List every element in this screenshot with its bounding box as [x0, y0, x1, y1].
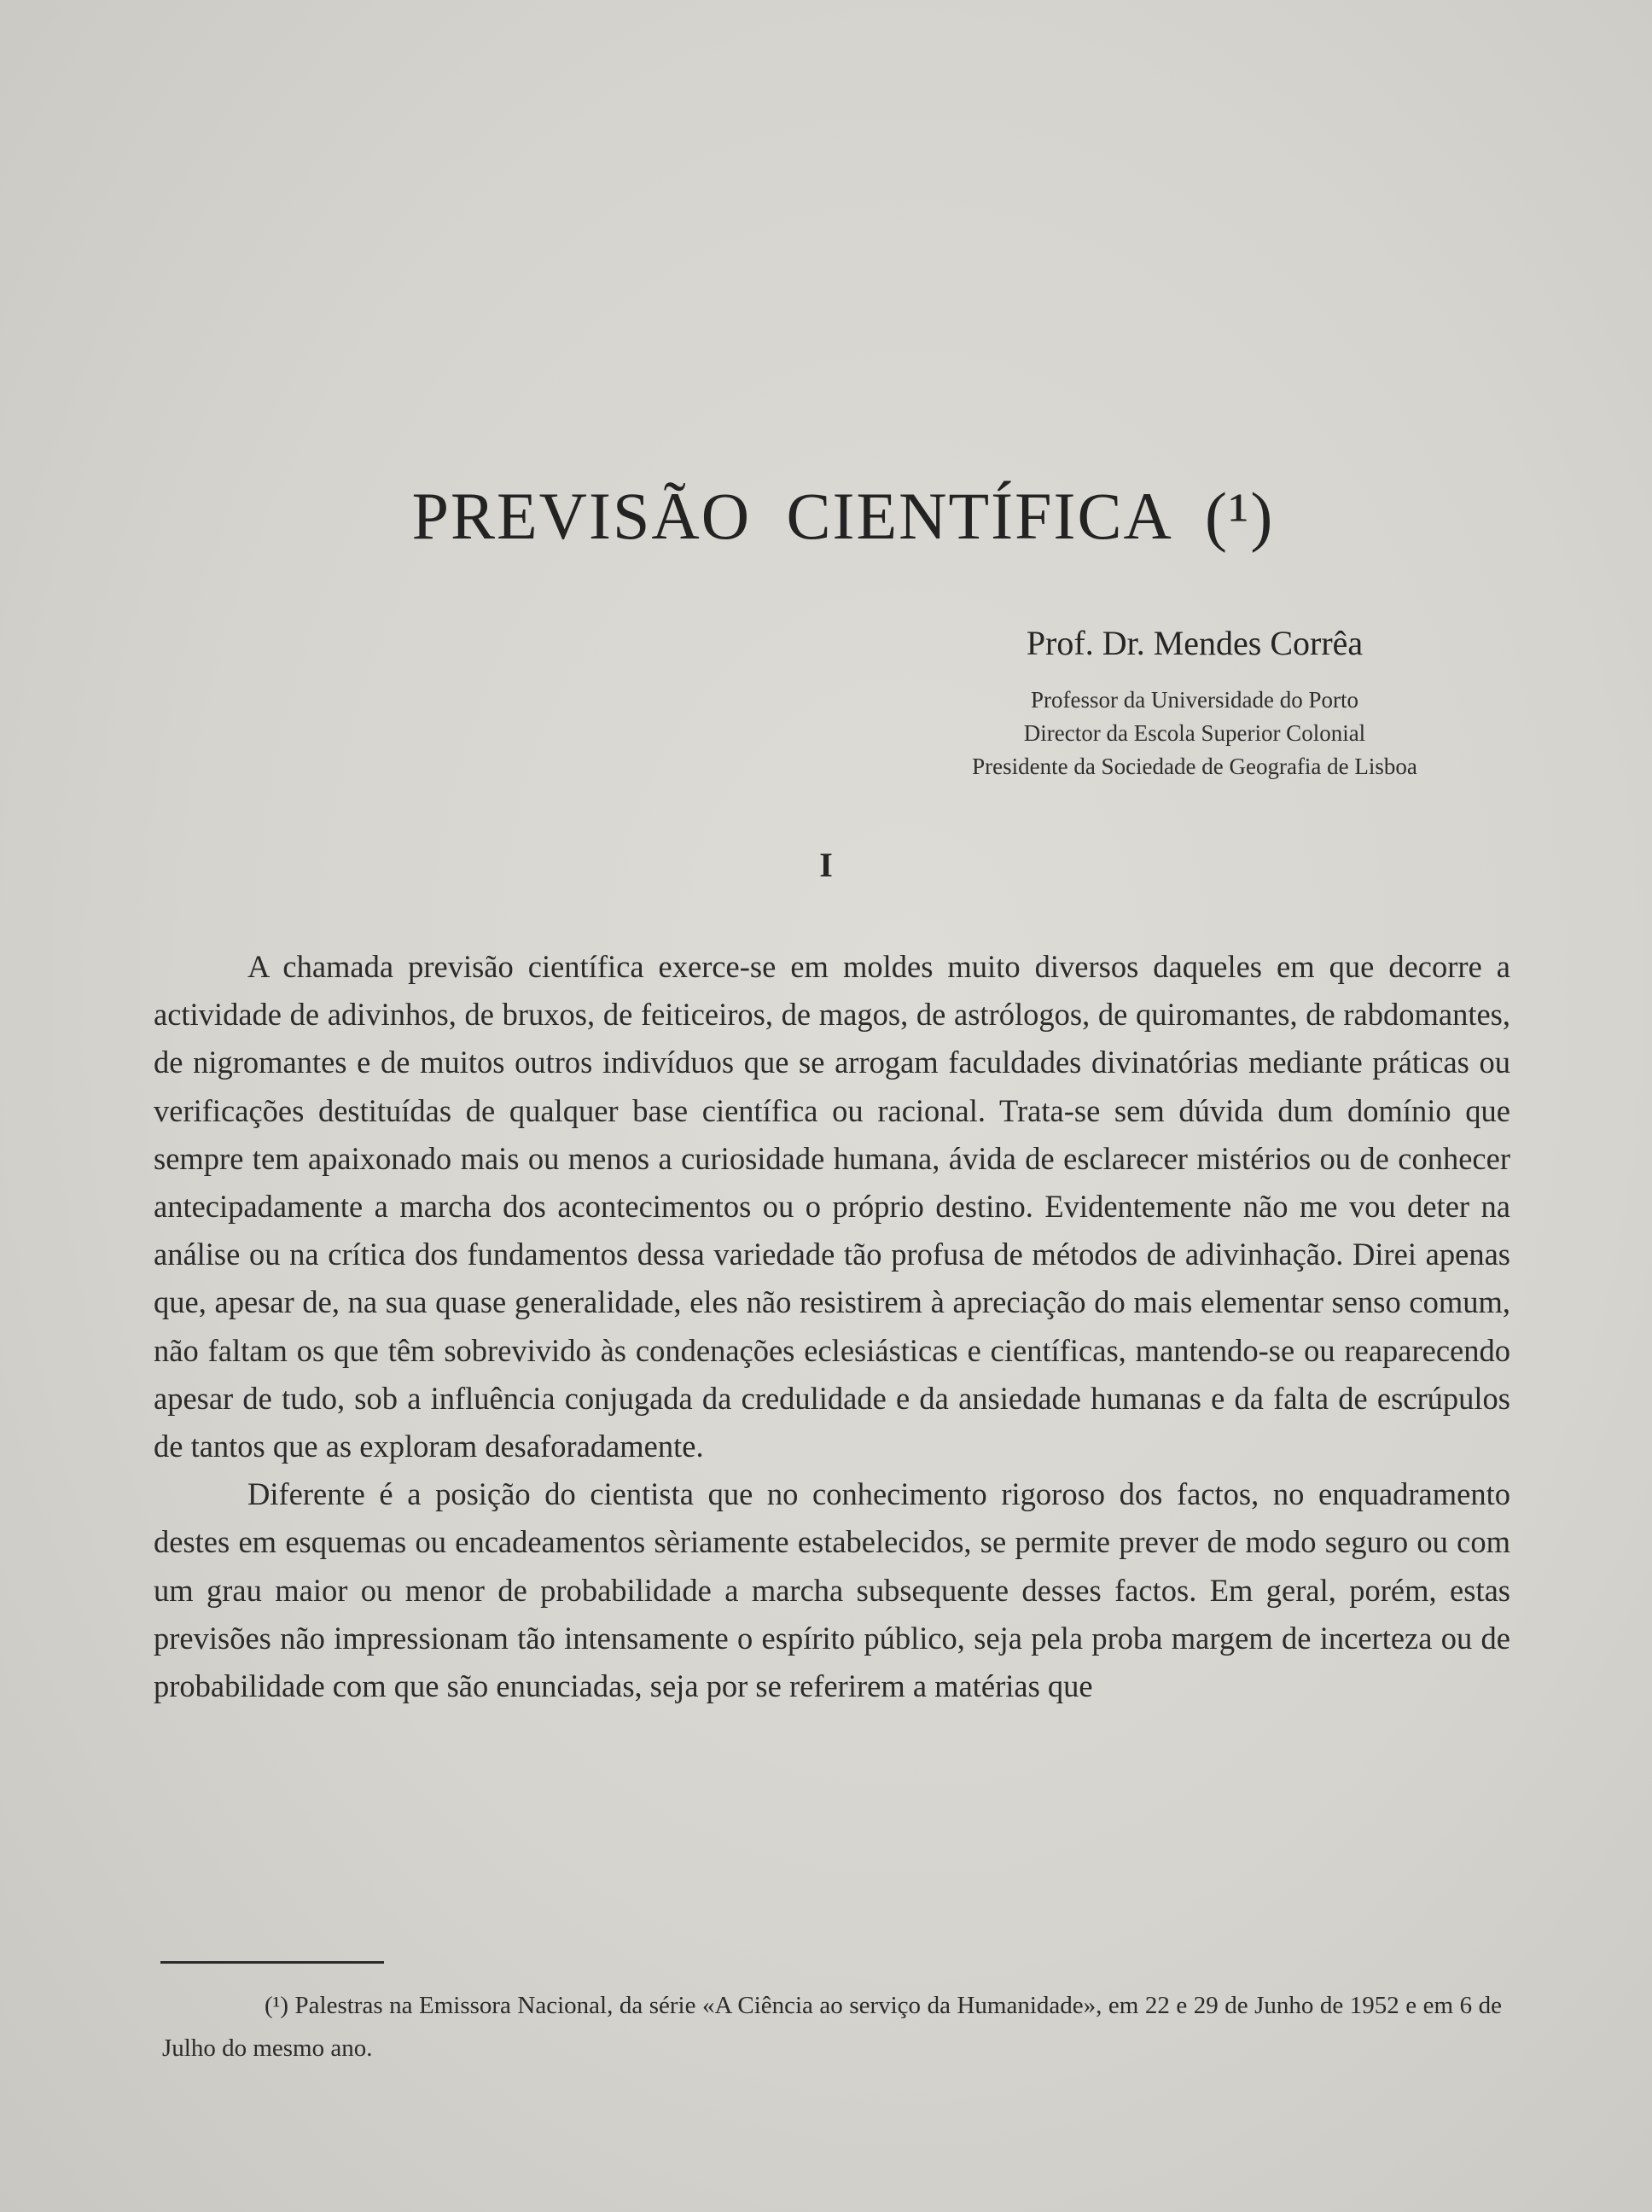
- paragraph: Diferente é a posição do cientista que no conhecimento rigoroso dos factos, no enquadramento destes em esquemas ou encadeamentos sèriamente estabelecidos, se permite prever de modo seguro ou com um grau maior ou menor de probabilidade a marcha subsequente desses factos. Em geral, porém, estas previsões não impressionam tão intensamente o espírito público, seja pela proba margem de incerteza ou de probabilidade com que são enunciadas, seja por se referirem a matérias que: [154, 1476, 1510, 1704]
- article-title: PREVISÃO CIENTÍFICA (¹): [411, 479, 1275, 553]
- body-text: [154, 943, 1510, 1710]
- author-affiliation: Presidente da Sociedade de Geografia de Lisboa: [972, 754, 1417, 779]
- footnote: (¹) Palestras na Emissora Nacional, da série «A Ciência ao serviço da Humanidade», em 22 e 29 de Junho de 1952 e em 6 de Julho do mesmo ano.: [162, 1992, 1502, 2062]
- author-affiliation: Professor da Universidade do Porto: [1031, 687, 1358, 713]
- footnote-divider: [160, 1961, 384, 1964]
- author-block: [853, 623, 1536, 783]
- author-affiliation: Director da Escola Superior Colonial: [1023, 720, 1366, 746]
- paragraph: A chamada previsão científica exerce-se em moldes muito diversos daqueles em que decorre a actividade de adivinhos, de bruxos, de feiticeiros, de magos, de astrólogos, de quiromantes, de rabdomantes, de nigromantes e de muitos outros indivíduos que se arrogam faculdades divinatórias mediante práticas ou verificações destituídas de qualquer base científica ou racional. Trata-se sem dúvida dum domínio que sempre tem apaixonado mais ou menos a curiosidade humana, ávida de esclarecer mistérios ou de conhecer antecipadamente a marcha dos acontecimentos ou o próprio destino. Evidentemente não me vou deter na análise ou na crítica dos fundamentos dessa variedade tão profusa de métodos de adivinhação. Direi apenas que, apesar de, na sua quase generalidade, eles não resistirem à apreciação do mais elementar senso comum, não faltam os que têm sobrevivido às condenações eclesiásticas e científicas, mantendo-se ou reaparecendo apesar de tudo, sob a influência conjugada da credulidade e da ansiedade humanas e da falta de escrúpulos de tantos que as exploram desaforadamente.: [154, 949, 1510, 1464]
- author-name: Prof. Dr. Mendes Corrêa: [1026, 624, 1364, 662]
- section-number: I: [819, 846, 833, 884]
